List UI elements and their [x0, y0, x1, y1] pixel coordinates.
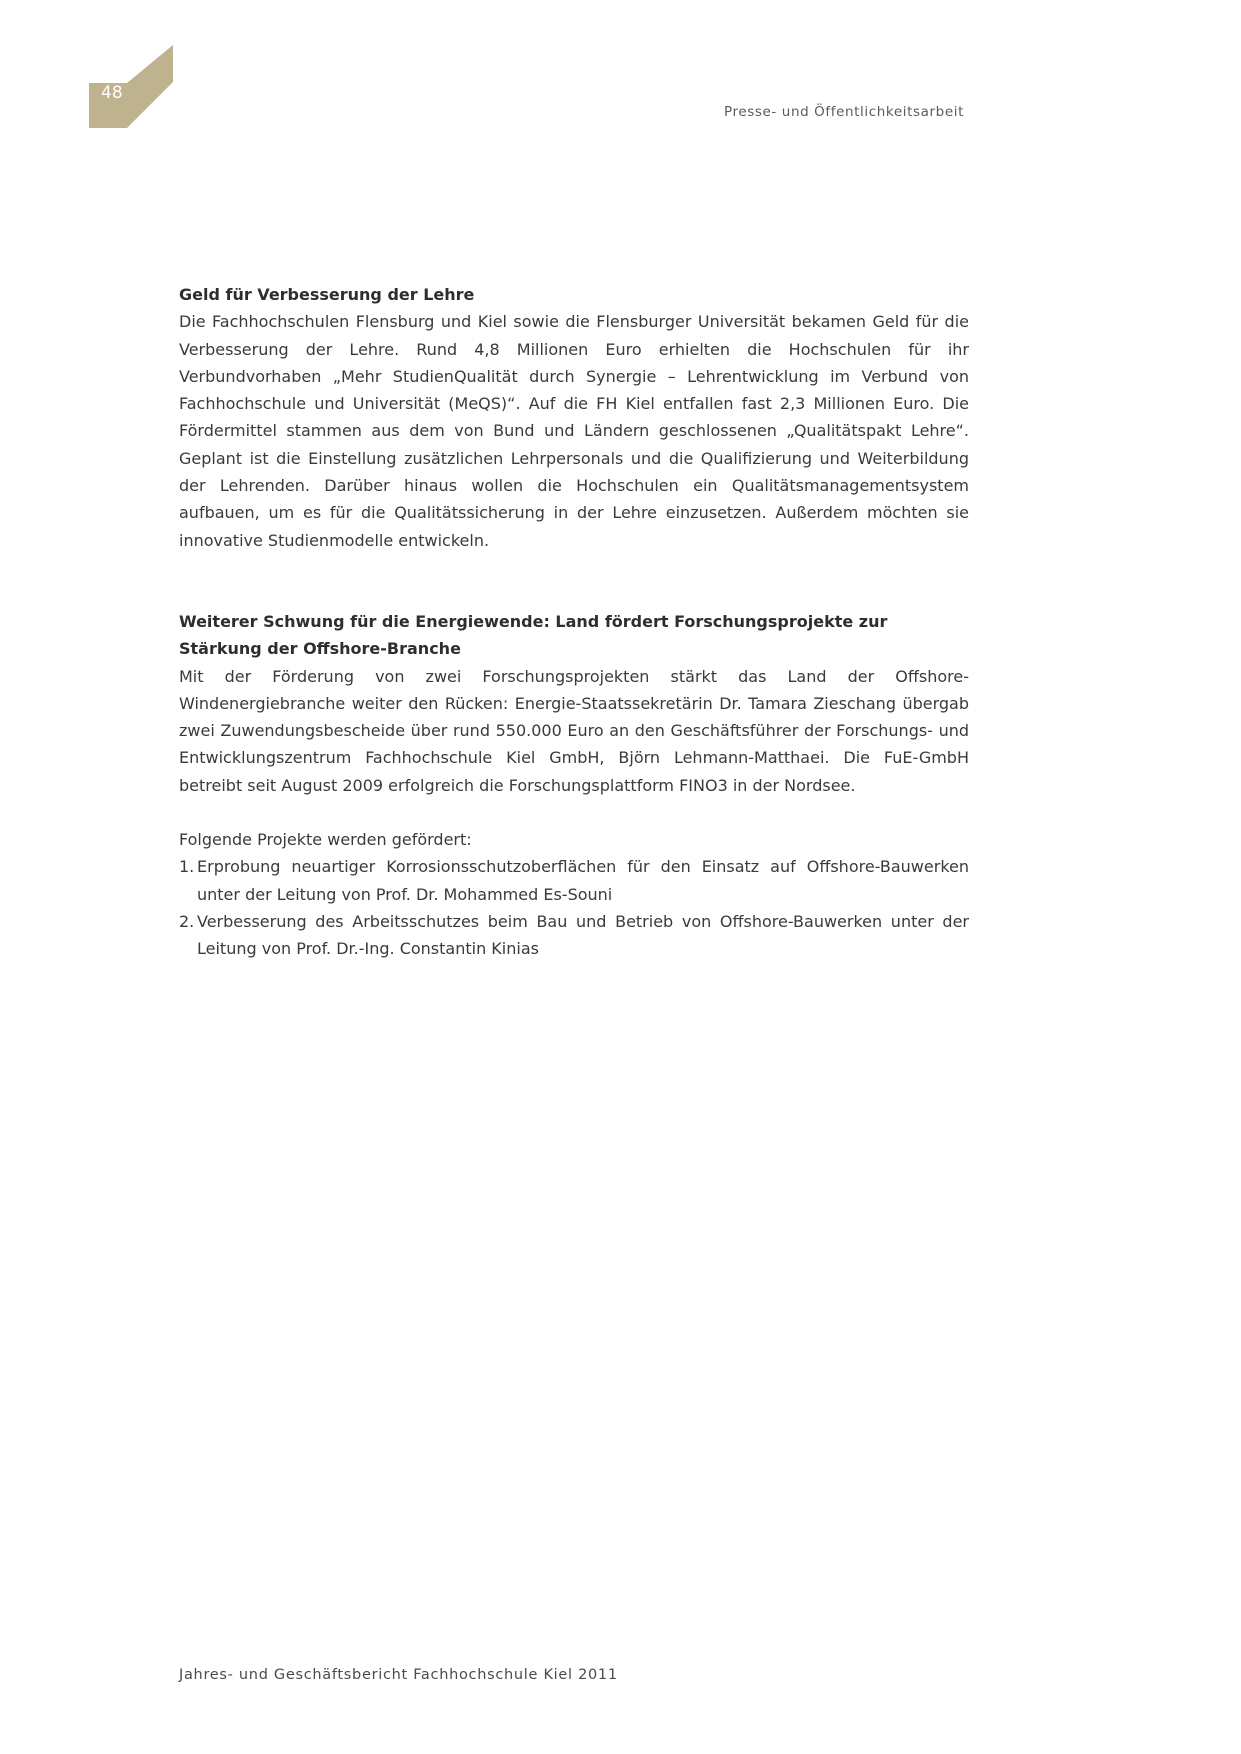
list-item-number: 1.: [179, 857, 195, 877]
project-list: [179, 853, 969, 962]
paragraph-spacer: [179, 799, 969, 826]
page-number: 48: [101, 83, 123, 103]
list-intro: Folgende Projekte werden gefördert:: [179, 830, 472, 850]
page-number-badge: [89, 45, 173, 128]
list-item-number: 2.: [179, 911, 195, 931]
body-paragraph: Die Fachhochschulen Flensburg und Kiel sowie die Flensburger Universität bekamen Geld für die Verbesserung der Lehre. Rund 4,8 Millionen Euro erhielten die Hochschulen für ihr Verbundvorhaben „Mehr StudienQualität durch Synergie – Lehrentwicklung im Verbund von Fachhochschule und Universität (MeQS)“. Auf die FH Kiel entfallen fast 2,3 Millionen Euro. Die Fördermittel stammen aus dem von Bund und Ländern geschlossenen „Qualitätspakt Lehre“. Geplant ist die Einstellung zusätzlichen Lehrpersonals und die Qualifizierung und Weiterbildung der Lehrenden. Darüber hinaus wollen die Hochschulen ein Qualitätsmanagementsystem aufbauen, um es für die Qualitätssicherung in der Lehre einzusetzen. Außerdem möchten sie innovative Studienmodelle entwickeln.: [179, 312, 969, 550]
list-item: [179, 908, 969, 963]
section-spacer: [179, 554, 969, 608]
list-item-text: Verbesserung des Arbeitsschutzes beim Bau und Betrieb von Offshore-Bauwerken unter der Leitung von Prof. Dr.-Ing. Constantin Kinias: [197, 911, 969, 959]
running-title: Presse- und Öffentlichkeitsarbeit: [724, 104, 964, 120]
body-paragraph: Mit der Förderung von zwei Forschungsprojekten stärkt das Land der Offshore-Windenergiebranche weiter den Rücken: Energie-Staatssekretärin Dr. Tamara Zieschang übergab zwei Zuwendungsbescheide über rund 550.000 Euro an den Geschäftsführer der Forschungs- und Entwicklungszentrum Fachhochschule Kiel GmbH, Björn Lehmann-Matthaei. Die FuE-GmbH betreibt seit August 2009 erfolgreich die Forschungsplattform FINO3 in der Nordsee.: [179, 666, 969, 795]
section-heading: Geld für Verbesserung der Lehre: [179, 285, 475, 304]
page-footer: Jahres- und Geschäftsbericht Fachhochschule Kiel 2011: [179, 1667, 618, 1683]
main-content: [179, 281, 969, 963]
section-heading: Weiterer Schwung für die Energiewende: Land fördert Forschungsprojekte zur Stärkung der Offshore-Branche: [179, 611, 888, 659]
list-item-text: Erprobung neuartiger Korrosionsschutzoberflächen für den Einsatz auf Offshore-Bauwerken unter der Leitung von Prof. Dr. Mohammed Es-Souni: [197, 857, 969, 904]
list-item: [179, 853, 969, 908]
